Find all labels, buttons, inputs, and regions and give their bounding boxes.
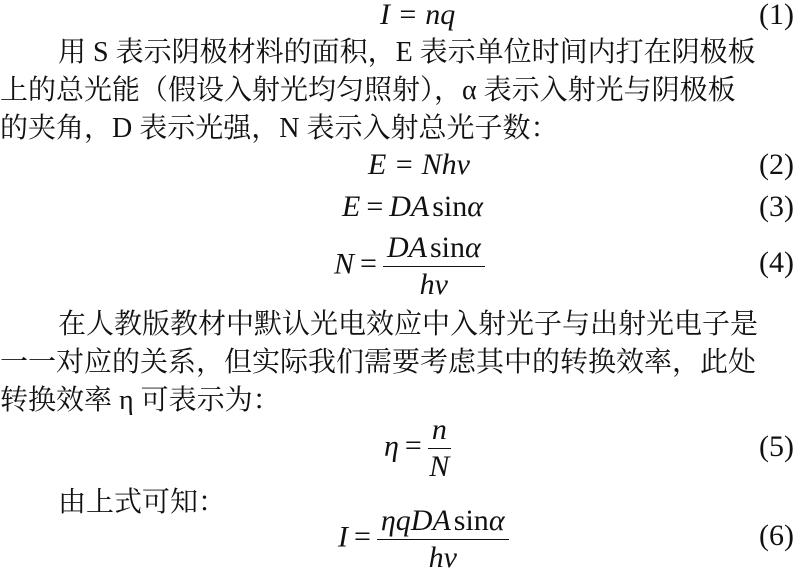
- equation-4-formula: [334, 230, 485, 303]
- equation-3-number: (3): [759, 190, 794, 223]
- equation-6-num-a: ηqDA: [380, 504, 451, 537]
- paragraph-1-line-2: 上的总光能（假设入射光均匀照射），α 表示入射光与阴极板: [0, 75, 736, 106]
- equation-4-fraction: [383, 230, 485, 303]
- equation-3-rhs-alpha: α: [467, 190, 484, 223]
- equation-4-lhs: N: [334, 247, 355, 281]
- equation-5: [0, 414, 800, 484]
- equation-2-number: (2): [759, 148, 794, 181]
- equation-5-formula: [384, 412, 451, 485]
- equation-1-formula: I = nq: [380, 0, 456, 31]
- equation-5-fraction: [428, 412, 451, 485]
- paragraph-3-line-1: 由上式可知：: [58, 487, 227, 518]
- equation-3-rhs-a: DA: [389, 190, 430, 223]
- paragraph-2-line-2: 一一对应的关系，但实际我们需要考虑其中的转换效率，此处: [0, 347, 757, 378]
- equation-4: [0, 231, 800, 304]
- equation-4-number: (4): [759, 246, 794, 279]
- equation-4-equals: =: [360, 247, 377, 281]
- equation-5-numerator: n: [428, 412, 451, 449]
- equation-6-equals: =: [354, 520, 371, 554]
- equation-6-formula: [338, 503, 509, 576]
- equation-6-num-sin: sin: [453, 504, 489, 537]
- equation-5-lhs: η: [384, 429, 399, 463]
- equation-1-number: (1): [759, 0, 794, 31]
- equation-5-equals: =: [404, 429, 422, 463]
- equation-4-num-alpha: α: [464, 231, 481, 264]
- equation-4-numerator: [383, 230, 485, 267]
- equation-4-denominator: hν: [419, 268, 448, 301]
- equation-5-denominator: N: [429, 450, 450, 483]
- equation-6-numerator: [377, 503, 509, 540]
- equation-2: [0, 148, 800, 188]
- paragraph-2-line-1: 在人教版教材中默认光电效应中入射光子与出射光电子是: [58, 309, 759, 340]
- paragraph-1-line-3: 的夹角，D 表示光强，N 表示入射总光子数：: [0, 113, 559, 144]
- equation-3-formula: [342, 190, 483, 224]
- paragraph-2-line-3: 转换效率 η 可表示为：: [0, 385, 281, 416]
- equation-6-lhs: I: [338, 520, 348, 554]
- equation-6-denominator: hν: [428, 541, 457, 574]
- paragraph-1-line-1: 用 S 表示阴极材料的面积，E 表示单位时间内打在阴极板: [58, 37, 756, 68]
- equation-4-num-a: DA: [386, 231, 427, 264]
- equation-3-lhs: E: [342, 190, 361, 223]
- equation-6-number: (6): [759, 519, 794, 552]
- equation-4-num-sin: sin: [429, 231, 465, 264]
- equation-6: [0, 505, 800, 575]
- equation-5-number: (5): [759, 430, 794, 463]
- equation-3-rhs-sin: sin: [432, 190, 468, 223]
- equation-6-num-alpha: α: [488, 504, 505, 537]
- equation-3: [0, 190, 800, 230]
- equation-3-equals: =: [366, 190, 384, 223]
- equation-6-fraction: [377, 503, 509, 576]
- equation-1: [0, 0, 800, 38]
- equation-2-formula: E = Nhν: [368, 148, 470, 181]
